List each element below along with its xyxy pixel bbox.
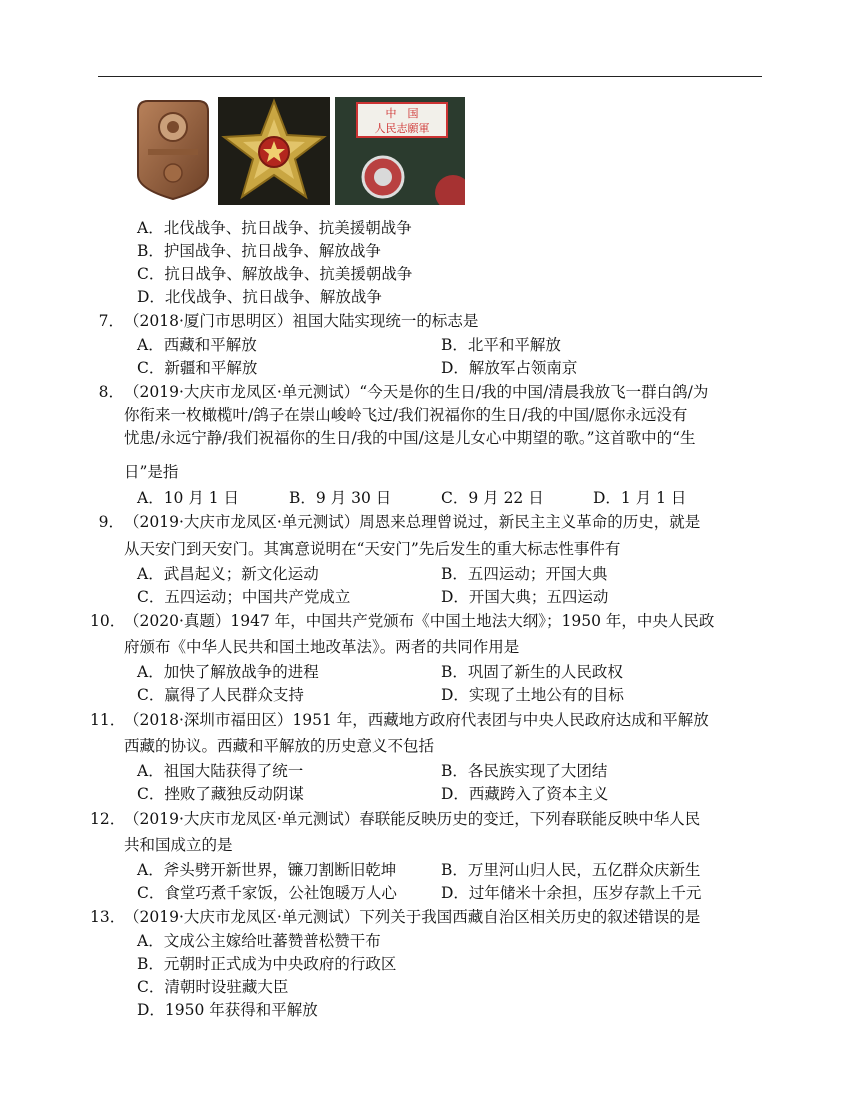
q8-stem-line1: （2019·大庆市龙凤区·单元测试）“今天是你的生日/我的中国/清晨我放飞一群白鸽/为 — [124, 383, 709, 401]
q12-stem-line2: 共和国成立的是 — [124, 836, 233, 854]
q8-option-d[interactable]: D．1 月 1 日 — [593, 489, 687, 507]
q13-stem: （2019·大庆市龙凤区·单元测试）下列关于我国西藏自治区相关历史的叙述错误的是 — [124, 908, 701, 926]
q13-number: 13． — [90, 908, 126, 926]
q9-stem-line1: （2019·大庆市龙凤区·单元测试）周恩来总理曾说过，新民主主义革命的历史，就是 — [124, 513, 701, 531]
q13-option-d[interactable]: D．1950 年获得和平解放 — [137, 1001, 318, 1019]
q9-option-b[interactable]: B．五四运动；开国大典 — [441, 565, 608, 583]
prev-option-c[interactable]: C．抗日战争、解放战争、抗美援朝战争 — [137, 265, 413, 283]
prev-option-a[interactable]: A．北伐战争、抗日战争、抗美援朝战争 — [137, 219, 412, 237]
q10-option-a[interactable]: A．加快了解放战争的进程 — [137, 663, 319, 681]
q12-option-b[interactable]: B．万里河山归人民，五亿群众庆新生 — [441, 861, 701, 879]
q8-stem-line4: 日”是指 — [124, 463, 179, 481]
q8-option-a[interactable]: A．10 月 1 日 — [137, 489, 240, 507]
q7-option-d[interactable]: D．解放军占领南京 — [441, 359, 578, 377]
q12-option-a[interactable]: A．斧头劈开新世界，镰刀割断旧乾坤 — [137, 861, 397, 879]
q8-option-c[interactable]: C．9 月 22 日 — [441, 489, 544, 507]
q12-number: 12． — [90, 810, 126, 828]
q9-option-a[interactable]: A．武昌起义；新文化运动 — [137, 565, 319, 583]
q11-option-d[interactable]: D．西藏跨入了资本主义 — [441, 785, 609, 803]
header-rule — [98, 76, 762, 77]
q12-stem-line1: （2019·大庆市龙凤区·单元测试）春联能反映历史的变迁，下列春联能反映中华人民 — [124, 810, 701, 828]
q10-stem-line1: （2020·真题）1947 年，中国共产党颁布《中国土地法大纲》；1950 年，中央人民政 — [124, 612, 715, 630]
q9-number: 9． — [98, 513, 124, 531]
q10-stem-line2: 府颁布《中华人民共和国土地改革法》。两者的共同作用是 — [124, 638, 520, 656]
q9-stem-line2: 从天安门到天安门。其寓意说明在“天安门”先后发生的重大标志性事件有 — [124, 540, 621, 558]
q7-option-b[interactable]: B．北平和平解放 — [441, 336, 561, 354]
q7-option-a[interactable]: A．西藏和平解放 — [137, 336, 257, 354]
q7-number: 7． — [98, 312, 124, 330]
q11-stem-line1: （2018·深圳市福田区）1951 年，西藏地方政府代表团与中央人民政府达成和平解放 — [124, 711, 709, 729]
prev-option-d[interactable]: D．北伐战争、抗日战争、解放战争 — [137, 288, 382, 306]
q12-option-c[interactable]: C．食堂巧煮千家饭，公社饱暖万人心 — [137, 884, 397, 902]
q13-option-b[interactable]: B．元朝时正式成为中央政府的行政区 — [137, 955, 397, 973]
q8-stem-line3: 忧患/永远宁静/我们祝福你的生日/我的中国/这是儿女心中期望的歌。”这首歌中的“生 — [124, 429, 696, 447]
q13-option-c[interactable]: C．清朝时设驻藏大臣 — [137, 978, 289, 996]
prev-option-b[interactable]: B．护国战争、抗日战争、解放战争 — [137, 242, 381, 260]
q10-number: 10． — [90, 612, 126, 630]
northern-expedition-medal-image — [134, 97, 212, 203]
q11-number: 11． — [90, 711, 126, 729]
q10-option-b[interactable]: B．巩固了新生的人民政权 — [441, 663, 623, 681]
q7-stem: （2018·厦门市思明区）祖国大陆实现统一的标志是 — [124, 312, 479, 330]
q8-number: 8． — [98, 383, 124, 401]
q11-option-a[interactable]: A．祖国大陆获得了统一 — [137, 762, 304, 780]
q7-option-c[interactable]: C．新疆和平解放 — [137, 359, 258, 377]
volunteer-army-badge-image — [335, 97, 465, 205]
q12-option-d[interactable]: D．过年储米十余担，压岁存款上千元 — [441, 884, 702, 902]
q13-option-a[interactable]: A．文成公主嫁给吐蕃赞普松赞干布 — [137, 932, 381, 950]
q11-option-b[interactable]: B．各民族实现了大团结 — [441, 762, 608, 780]
q10-option-c[interactable]: C．赢得了人民群众支持 — [137, 686, 304, 704]
q9-option-d[interactable]: D．开国大典；五四运动 — [441, 588, 609, 606]
q10-option-d[interactable]: D．实现了土地公有的目标 — [441, 686, 624, 704]
q8-stem-line2: 你衔来一枚橄榄叶/鸽子在崇山峻岭飞过/我们祝福你的生日/我的中国/愿你永远没有 — [124, 406, 688, 424]
badge-text-line2: 人民志願軍 — [374, 122, 430, 135]
badge-text-line1: 中 国 — [385, 107, 419, 120]
q11-option-c[interactable]: C．挫败了藏独反动阴谋 — [137, 785, 304, 803]
liberation-medal-image — [218, 97, 330, 205]
q9-option-c[interactable]: C．五四运动；中国共产党成立 — [137, 588, 351, 606]
q8-option-b[interactable]: B．9 月 30 日 — [289, 489, 392, 507]
q11-stem-line2: 西藏的协议。西藏和平解放的历史意义不包括 — [124, 737, 435, 755]
